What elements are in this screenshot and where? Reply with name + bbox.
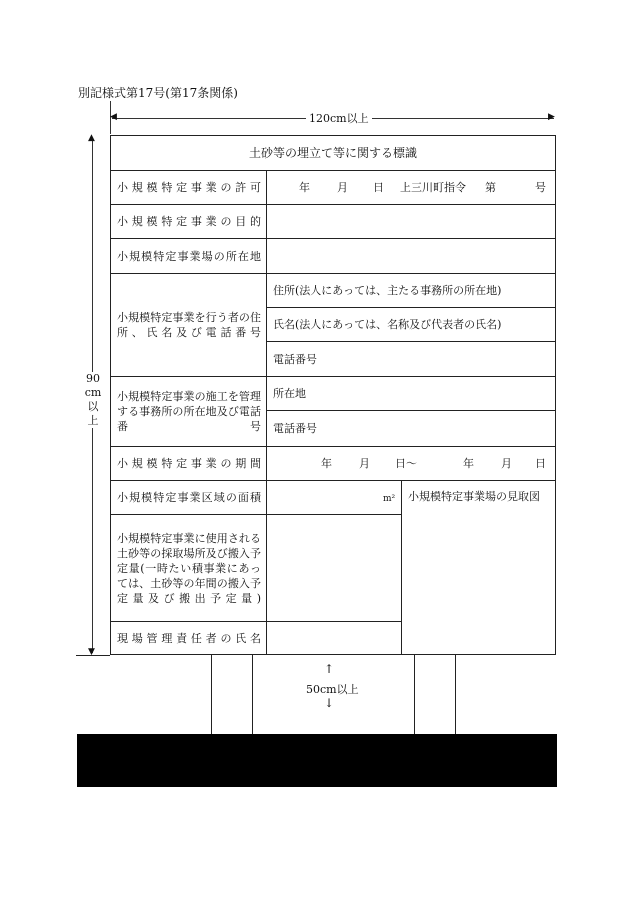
- height-label-jou: 上: [87, 414, 99, 427]
- office-location: 所在地: [273, 387, 306, 400]
- manager-label: 現場管理責任者の氏名: [117, 631, 261, 645]
- operator-phone: 電話番号: [273, 352, 317, 366]
- operator-label: 小規模特定事業を行う者の住所、氏名及び電話番号: [117, 311, 261, 339]
- map-column-line: [401, 481, 402, 654]
- office-label: 小規模特定事業の施工を管理する事務所の所在地及び電話番号: [117, 390, 261, 433]
- height-label-90: 90: [86, 372, 100, 385]
- permit-number-prefix: 第: [485, 181, 496, 194]
- post-left-inner: [252, 655, 253, 734]
- height-dimension-label: [84, 372, 102, 428]
- period-value-cell: [267, 447, 555, 480]
- office-phone: 電話番号: [273, 422, 317, 435]
- area-unit: m²: [383, 494, 396, 504]
- soil-label-cell: [117, 515, 261, 621]
- form-number-header: 別記様式第17号(第17条関係): [78, 86, 238, 100]
- manager-label-cell: [117, 622, 261, 654]
- post-right-inner: [414, 655, 415, 734]
- period-end-day: 日: [535, 457, 546, 470]
- location-label: 小規模特定事業場の所在地: [117, 249, 261, 263]
- location-label-cell: [117, 239, 261, 273]
- area-label-cell: [117, 481, 261, 514]
- sign-title: 土砂等の埋立て等に関する標識: [248, 145, 417, 160]
- permit-number-suffix: 号: [535, 181, 546, 194]
- permit-year: 年: [299, 181, 310, 194]
- purpose-label-cell: [117, 205, 261, 238]
- period-end-month: 月: [501, 457, 512, 470]
- arrow-right-icon: ▶: [548, 112, 555, 122]
- column-line: [266, 171, 267, 654]
- operator-label-cell: [117, 274, 261, 376]
- arrow-up-icon: ▲: [88, 133, 95, 143]
- period-end-year: 年: [463, 457, 474, 470]
- permit-label: 小規模特定事業の許可: [117, 181, 261, 194]
- sign-board: [110, 135, 556, 655]
- height-dimension-bottom-leader: [76, 655, 110, 656]
- arrow-down-icon: ↓: [324, 696, 335, 710]
- operator-address: 住所(法人にあっては、主たる事務所の所在地): [273, 284, 502, 297]
- permit-value-cell: [267, 171, 555, 204]
- post-right-outer: [455, 655, 456, 734]
- permit-month: 月: [337, 181, 348, 194]
- height-label-i: 以: [87, 400, 99, 413]
- arrow-left-icon: ◀: [110, 112, 117, 122]
- arrow-down-icon: ▼: [88, 647, 95, 657]
- period-start-day: 日〜: [395, 457, 417, 470]
- map-label: 小規模特定事業場の見取図: [408, 490, 540, 503]
- office-label-cell: [117, 377, 261, 446]
- permit-label-cell: [117, 171, 261, 204]
- width-dimension-label: 120cm以上: [306, 110, 372, 126]
- ground-bar: [77, 734, 557, 787]
- period-label-cell: [117, 447, 261, 480]
- period-label: 小規模特定事業の期間: [117, 457, 261, 470]
- post-left-outer: [211, 655, 212, 734]
- area-label: 小規模特定事業区域の面積: [117, 491, 261, 504]
- post-dimension-label: 50cm以上: [306, 683, 359, 696]
- arrow-up-icon: ↑: [324, 662, 335, 676]
- period-start-month: 月: [359, 457, 370, 470]
- soil-label: 小規模特定事業に使用される土砂等の採取場所及び搬入予定量(一時たい積事業にあっては、土砂等の年間の搬入予定量及び搬出予定量): [117, 531, 261, 605]
- operator-name: 氏名(法人にあっては、名称及び代表者の氏名): [273, 318, 502, 331]
- permit-day: 日: [373, 181, 384, 194]
- purpose-label: 小規模特定事業の目的: [117, 215, 261, 228]
- period-start-year: 年: [321, 457, 332, 470]
- height-label-cm: cm: [84, 386, 102, 399]
- permit-issuer: 上三川町指令: [400, 181, 466, 194]
